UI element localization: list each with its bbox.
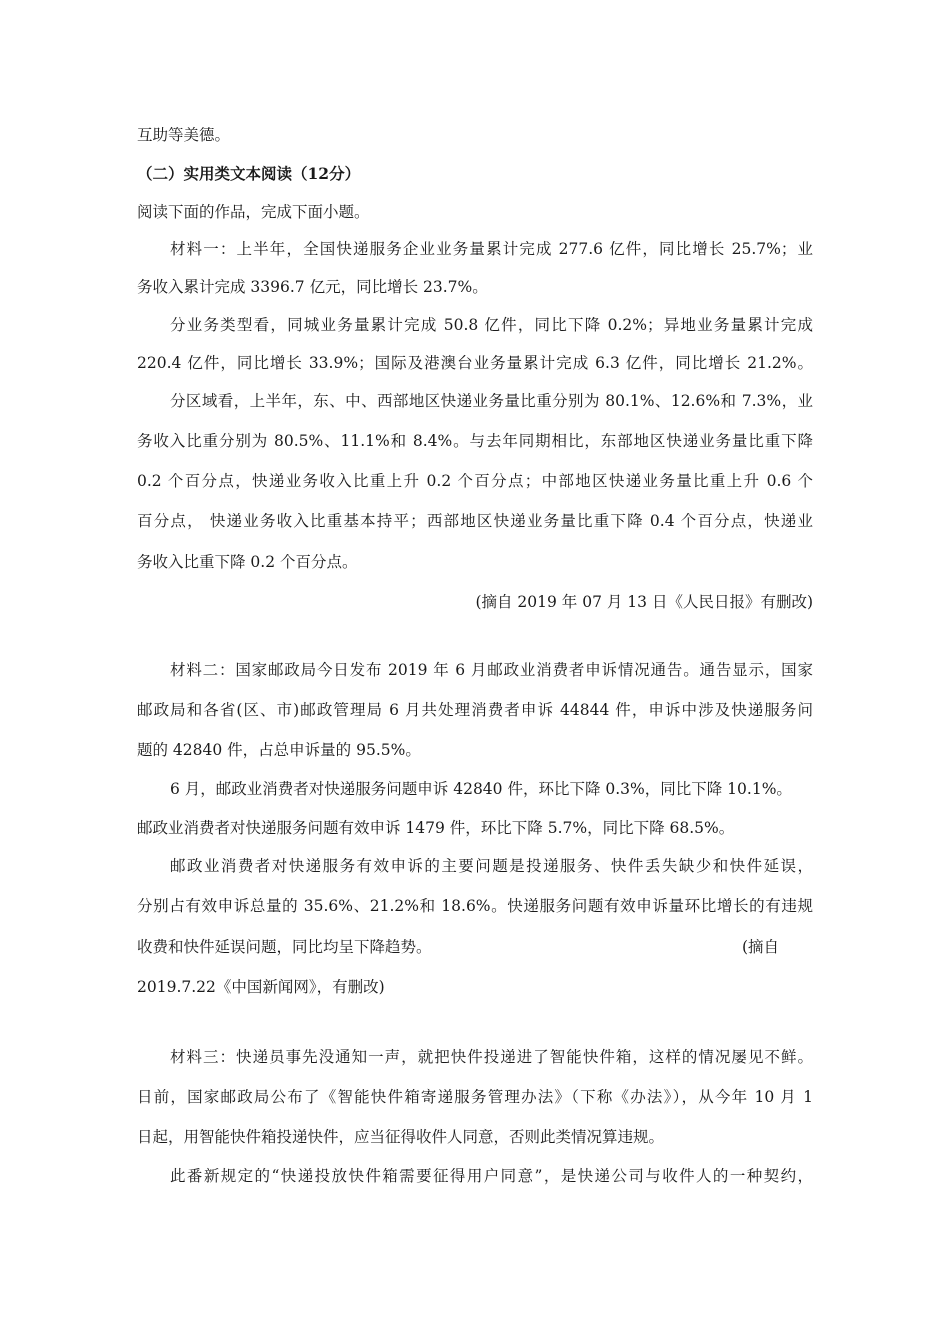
material1-line: 百分点， 快递业务收入比重基本持平；西部地区快递业务量比重下降 0.4 个百分点，快递业 xyxy=(137,512,813,530)
material1-line: 0.2 个百分点，快递业务收入比重上升 0.2 个百分点；中部地区快递业务量比重上升 0.6 个 xyxy=(137,472,813,490)
material2-line: 材料二：国家邮政局今日发布 2019 年 6 月邮政业消费者申诉情况通告。通告显示，国家 xyxy=(170,661,813,679)
material3-line: 日前，国家邮政局公布了《智能快件箱寄递服务管理办法》（下称《办法》），从今年 10 月 1 xyxy=(137,1088,813,1106)
section-heading: （二）实用类文本阅读（12分） xyxy=(137,164,361,183)
material1-line: 务收入比重分别为 80.5%、11.1%和 8.4%。与去年同期相比，东部地区快递业务量比重下降 xyxy=(137,432,813,450)
material3-line: 日起，用智能快件箱投递快件，应当征得收件人同意，否则此类情况算违规。 xyxy=(137,1128,665,1146)
material2-line: 题的 42840 件，占总申诉量的 95.5%。 xyxy=(137,741,421,759)
intro-tail-text: 互助等美德。 xyxy=(137,126,231,144)
material3-line: 此番新规定的“快递投放快件箱需要征得用户同意”，是快递公司与收件人的一种契约， xyxy=(170,1167,813,1185)
material2-line: 收费和快件延误问题，同比均呈下降趋势。 xyxy=(137,938,432,956)
material2-source-start: (摘自 xyxy=(742,938,780,956)
material2-line: 邮政业消费者对快递服务有效申诉的主要问题是投递服务、快件丢失缺少和快件延误， xyxy=(170,857,813,875)
material1-line: 务收入比重下降 0.2 个百分点。 xyxy=(137,553,358,571)
material1-line: 分业务类型看，同城业务量累计完成 50.8 亿件，同比下降 0.2%；异地业务量累计完成 xyxy=(170,316,813,334)
material2-line: 邮政业消费者对快递服务问题有效申诉 1479 件，环比下降 5.7%，同比下降 68.5%。 xyxy=(137,819,735,837)
material1-source: (摘自 2019 年 07 月 13 日《人民日报》有删改) xyxy=(475,593,813,611)
material1-line: 220.4 亿件，同比增长 33.9%；国际及港澳台业务量累计完成 6.3 亿件，同比增长 21.2%。 xyxy=(137,354,813,372)
material3-line: 材料三：快递员事先没通知一声，就把快件投递进了智能快件箱，这样的情况屡见不鲜。 xyxy=(170,1048,813,1066)
instruction-text: 阅读下面的作品，完成下面小题。 xyxy=(137,203,370,221)
material1-line: 务收入累计完成 3396.7 亿元，同比增长 23.7%。 xyxy=(137,278,488,296)
material1-line: 分区域看，上半年，东、中、西部地区快递业务量比重分别为 80.1%、12.6%和 7.3%，业 xyxy=(170,392,813,410)
material2-line: 分别占有效申诉总量的 35.6%、21.2%和 18.6%。快递服务问题有效申诉量环比增长的有违规 xyxy=(137,897,813,915)
material2-source: 2019.7.22《中国新闻网》，有删改) xyxy=(137,978,385,996)
material1-line: 材料一：上半年，全国快递服务企业业务量累计完成 277.6 亿件，同比增长 25.7%；业 xyxy=(170,240,813,258)
material2-line: 6 月，邮政业消费者对快递服务问题申诉 42840 件，环比下降 0.3%，同比下降 10.1%。 xyxy=(170,780,792,798)
material2-line: 邮政局和各省(区、市)邮政管理局 6 月共处理消费者申诉 44844 件，申诉中涉及快递服务问 xyxy=(137,701,813,719)
